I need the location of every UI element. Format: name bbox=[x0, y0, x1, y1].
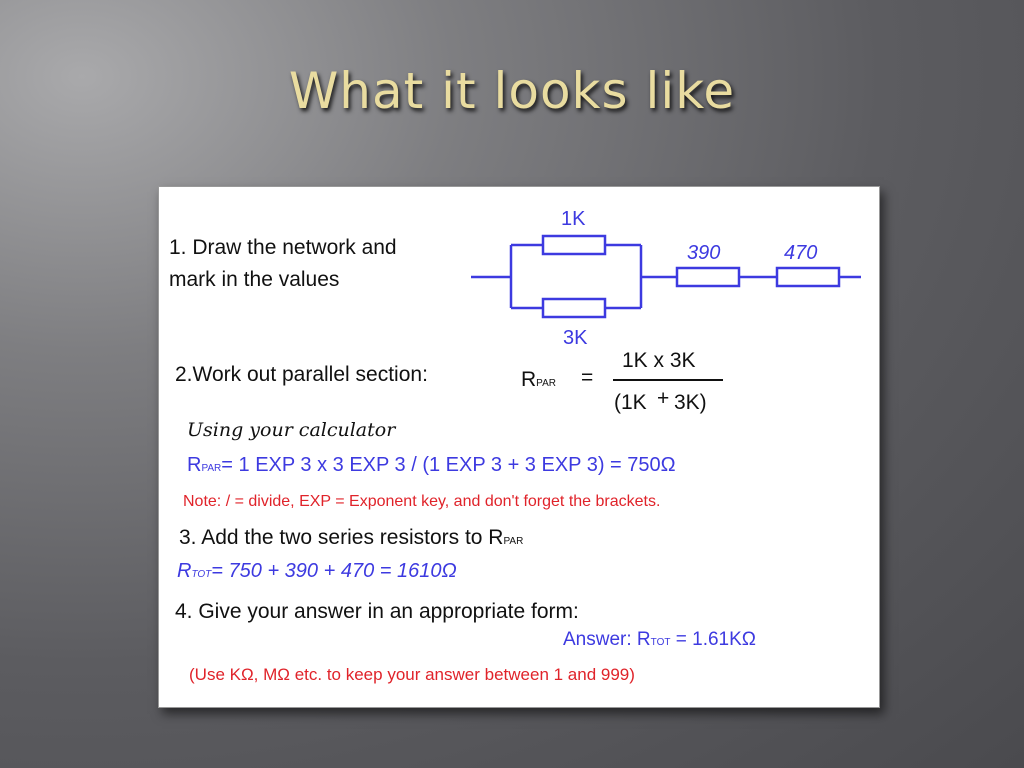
step1-line1: 1. Draw the network and bbox=[169, 236, 397, 259]
resistor-1k bbox=[543, 236, 605, 254]
step2-text: 2.Work out parallel section: bbox=[175, 363, 428, 386]
calculator-heading: Using your calculator bbox=[187, 419, 396, 441]
label-390: 390 bbox=[687, 242, 721, 264]
units-footer: (Use KΩ, MΩ etc. to keep your answer between 1 and 999) bbox=[189, 665, 635, 684]
calculator-expression: RPAR= 1 EXP 3 x 3 EXP 3 / (1 EXP 3 + 3 EXP 3) = 750Ω bbox=[187, 454, 676, 476]
resistor-470 bbox=[777, 268, 839, 286]
total-expression: RTOT= 750 + 390 + 470 = 1610Ω bbox=[177, 560, 457, 582]
exponent-note: Note: / = divide, EXP = Exponent key, and don't forget the brackets. bbox=[183, 493, 661, 510]
label-470: 470 bbox=[784, 242, 818, 264]
label-3k: 3K bbox=[563, 327, 588, 349]
step3-text: 3. Add the two series resistors to RPAR bbox=[179, 526, 524, 549]
resistor-390 bbox=[677, 268, 739, 286]
label-1k: 1K bbox=[561, 208, 586, 230]
final-answer: Answer: RTOT = 1.61KΩ bbox=[563, 629, 756, 650]
step1-line2: mark in the values bbox=[169, 268, 340, 291]
slide-title: What it looks like bbox=[288, 62, 736, 120]
formula-numerator: 1K x 3K bbox=[622, 349, 696, 372]
circuit-worksheet-image bbox=[158, 186, 880, 708]
formula-denominator-plus: + bbox=[657, 387, 670, 410]
circuit-diagram bbox=[159, 187, 879, 707]
formula-denominator-right: 3K) bbox=[674, 391, 707, 414]
formula-denominator-left: (1K bbox=[614, 391, 647, 414]
formula-r: RPAR bbox=[521, 368, 556, 391]
formula-equals: = bbox=[581, 366, 594, 389]
step4-text: 4. Give your answer in an appropriate form: bbox=[175, 600, 579, 623]
resistor-3k bbox=[543, 299, 605, 317]
